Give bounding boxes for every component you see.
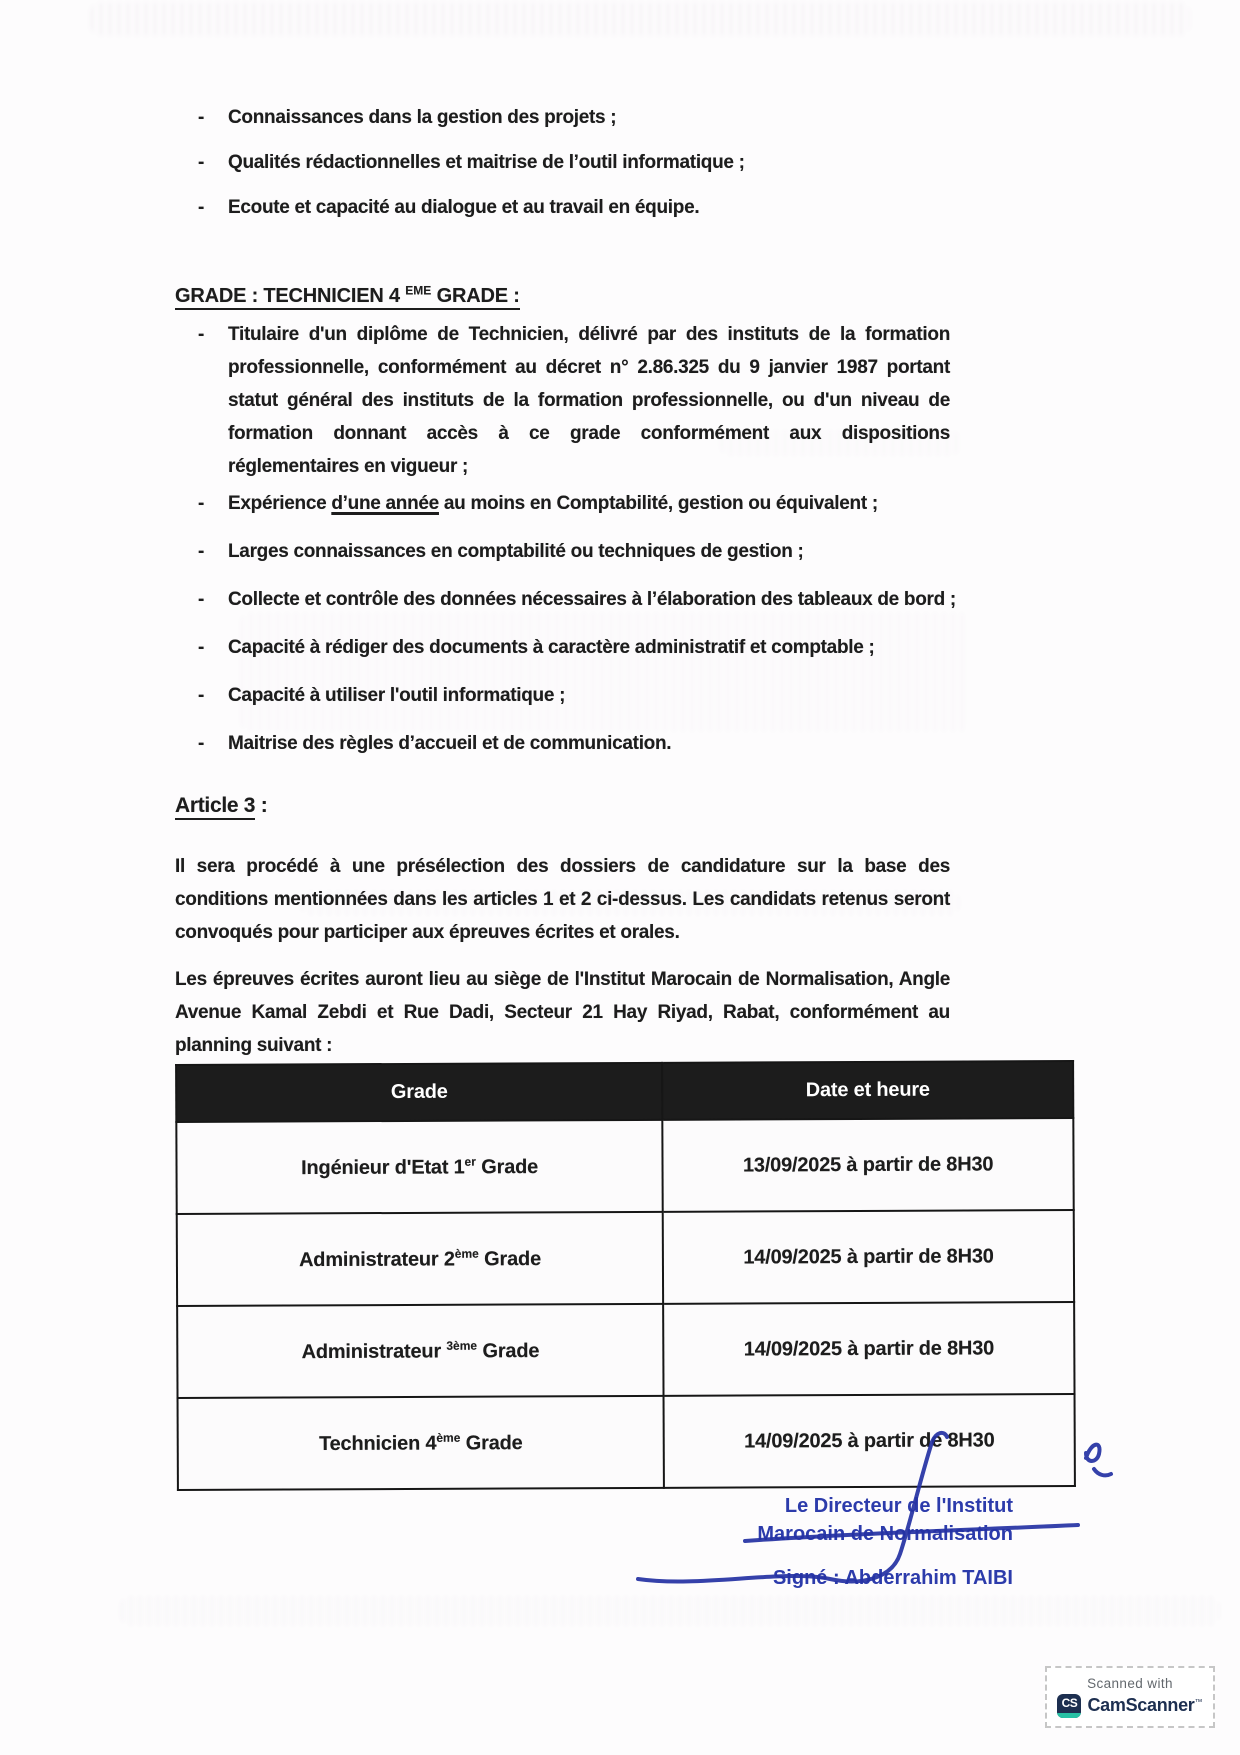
- bullet-text: Maitrise des règles d’accueil et de communication.: [228, 732, 672, 754]
- text-run: Administrateur 2: [298, 1248, 455, 1271]
- table-row: [177, 1210, 1074, 1306]
- list-item: [175, 106, 1075, 130]
- bullet-text: [228, 492, 1075, 516]
- date-cell: 14/09/2025 à partir de 8H30: [663, 1210, 1074, 1304]
- text-run: Technicien 4: [319, 1432, 437, 1455]
- scanned-with-label: Scanned with: [1087, 1675, 1173, 1691]
- bullet-dash: -: [198, 684, 205, 706]
- list-item: [175, 196, 1075, 220]
- camscanner-badge: [1045, 1666, 1215, 1728]
- logo-letters: CS: [1061, 1695, 1078, 1710]
- bullet-dash: -: [198, 540, 205, 562]
- heading-superscript: EME: [405, 283, 432, 297]
- document-body: [175, 106, 1075, 1062]
- text-run: Grade: [460, 1431, 523, 1455]
- paragraph-preselection: Il sera procédé à une présélection des dossiers de candidature sur la base des conditions mentionnées dans les articles 1 et 2 ci-dessus. Les candidats retenus seront convoqués pour participer aux épreuves écrites et orales.: [175, 855, 950, 943]
- bullet-text: Capacité à utiliser l'outil informatique ;: [228, 684, 566, 706]
- header-cell-grade: Grade: [176, 1063, 662, 1122]
- grade-cell: [176, 1120, 663, 1214]
- bullet-dash: -: [198, 588, 205, 610]
- signature-title-line1: Le Directeur de l'Institut: [784, 1495, 1013, 1517]
- scan-artifact: [90, 2, 1190, 36]
- app-name: CamScanner: [1087, 1695, 1195, 1715]
- grade-requirements-list: [175, 318, 1075, 756]
- table-row: [176, 1118, 1073, 1214]
- bullet-dash: -: [198, 152, 205, 173]
- list-item: [175, 151, 1075, 175]
- signature-block: [175, 1492, 1075, 1592]
- bullet-text: Titulaire d'un diplôme de Technicien, délivré par des instituts de la formation professionnelle, conformément au décret n° 2.86.325 du 9 janvier 1987 portant statut général des instituts de la formation professionnelle, ou d'un niveau de formation donnant accès à ce grade conformément aux dispositions réglementaires en vigueur ;: [228, 323, 950, 477]
- table-row: [178, 1394, 1075, 1490]
- superscript: er: [464, 1154, 476, 1169]
- date-cell: 14/09/2025 à partir de 8H30: [663, 1302, 1074, 1396]
- grade-cell: [177, 1212, 664, 1306]
- table-header-row: [176, 1061, 1073, 1122]
- camscanner-label: [1087, 1695, 1202, 1716]
- underlined-text: d’une année: [331, 492, 439, 514]
- trademark-symbol: ™: [1194, 1697, 1203, 1707]
- bullet-dash: -: [198, 636, 205, 658]
- text-run: Administrateur: [301, 1340, 447, 1363]
- camscanner-logo-icon: [1057, 1694, 1081, 1718]
- heading-text: GRADE : TECHNICIEN 4: [175, 284, 406, 307]
- bullet-dash: -: [198, 323, 205, 345]
- text-run: Expérience: [228, 492, 332, 514]
- text-run: au moins en Comptabilité, gestion ou équivalent ;: [438, 492, 878, 514]
- list-item: [175, 684, 1075, 708]
- bullet-text: Capacité à rédiger des documents à caractère administratif et comptable ;: [228, 636, 875, 658]
- bullet-dash: -: [198, 197, 205, 218]
- logo-teal-bar: [1057, 1713, 1081, 1718]
- list-item: [175, 540, 1075, 564]
- text-run: Grade: [477, 1339, 540, 1362]
- paragraph-exam-location: Les épreuves écrites auront lieu au siège de l'Institut Marocain de Normalisation, Angle Avenue Kamal Zebdi et Rue Dadi, Secteur 21 Hay Riyad, Rabat, conformément au planning suivant :: [175, 968, 950, 1056]
- scan-artifact: [120, 1596, 1220, 1626]
- table-row: [177, 1302, 1074, 1398]
- heading-text: Article 3: [175, 794, 255, 820]
- text-run: Ingénieur d'Etat 1: [301, 1156, 465, 1179]
- text-run: Grade: [475, 1155, 539, 1178]
- grade-cell: [177, 1304, 664, 1398]
- bullet-text: Larges connaissances en comptabilité ou techniques de gestion ;: [228, 540, 804, 562]
- date-cell: 13/09/2025 à partir de 8H30: [662, 1118, 1073, 1212]
- intro-bullet-list: [175, 106, 1075, 220]
- header-cell-date: Date et heure: [662, 1061, 1073, 1120]
- bullet-text: Connaissances dans la gestion des projets ;: [228, 107, 617, 128]
- text-run: Grade: [478, 1247, 542, 1270]
- list-item: [175, 636, 1075, 660]
- heading-text: GRADE :: [431, 284, 520, 307]
- bullet-dash: -: [198, 492, 205, 514]
- list-item: [175, 732, 1075, 756]
- bullet-dash: -: [198, 107, 205, 128]
- grade-cell: [178, 1396, 665, 1490]
- list-item: [175, 588, 1075, 612]
- heading-colon: :: [255, 793, 268, 817]
- article-3-heading: [175, 792, 1075, 820]
- superscript: ème: [436, 1430, 461, 1445]
- list-item: [175, 492, 1075, 516]
- bullet-text: Collecte et contrôle des données nécessaires à l’élaboration des tableaux de bord ;: [228, 588, 956, 610]
- signature-signed-line: Signé : Abderrahim TAIBI: [772, 1567, 1013, 1589]
- exam-schedule-table: [175, 1060, 1076, 1491]
- signature-title-line2: Marocain de Normalisation: [757, 1523, 1013, 1545]
- superscript: ème: [454, 1246, 479, 1261]
- camscanner-row: [1057, 1694, 1202, 1718]
- list-item: [175, 318, 1075, 483]
- superscript: 3ème: [446, 1338, 478, 1353]
- date-cell: 14/09/2025 à partir de 8H30: [664, 1394, 1075, 1488]
- bullet-text: Ecoute et capacité au dialogue et au travail en équipe.: [228, 197, 700, 218]
- grade-section-heading: [175, 277, 1075, 310]
- bullet-text: Qualités rédactionnelles et maitrise de l’outil informatique ;: [228, 152, 745, 173]
- bullet-dash: -: [198, 732, 205, 754]
